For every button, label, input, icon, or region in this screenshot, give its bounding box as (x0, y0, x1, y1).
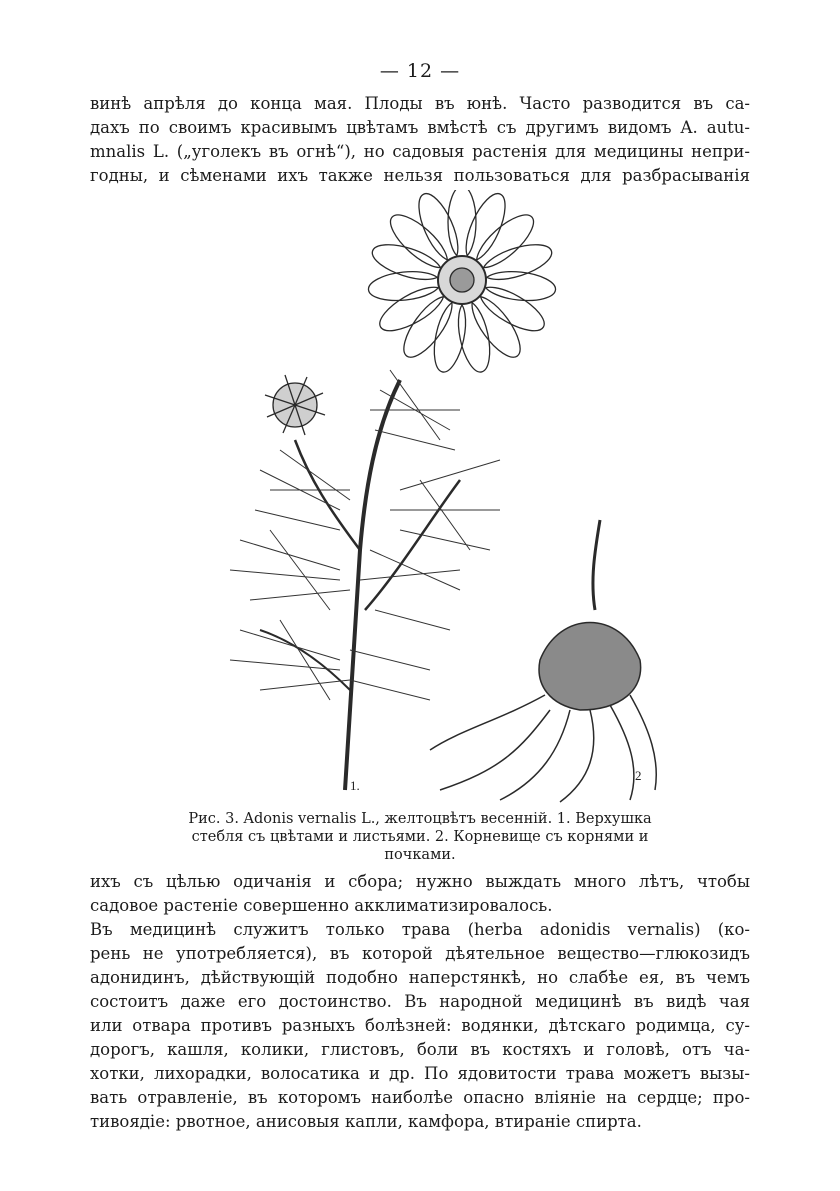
text-line: дорогъ, кашля, колики, глистовъ, боли въ костяхъ и головѣ, отъ ча- (90, 1040, 750, 1059)
figure-caption (150, 810, 690, 864)
leaf-clusters (230, 370, 500, 700)
bottom-paragraph (90, 870, 750, 1134)
flower-bud (265, 375, 325, 435)
figure-label-2: 2 (635, 768, 642, 783)
stem (345, 380, 400, 790)
text-line: хотки, лихорадки, волосатика и др. По ядовитости трава можетъ вызы- (90, 1064, 750, 1083)
caption-line: стебля съ цвѣтами и листьями. 2. Корневище съ корнями и (191, 829, 649, 845)
rhizome (430, 520, 656, 802)
text-line: ихъ съ цѣлью одичанія и сбора; нужно выждать много лѣтъ, чтобы (90, 872, 750, 891)
adonis-vernalis-drawing (200, 190, 660, 805)
text-line: садовое растеніе совершенно акклиматизировалось. (90, 896, 553, 915)
top-paragraph (90, 92, 750, 188)
text-line: адонидинъ, дѣйствующій подобно наперстянкѣ, но слабѣе ея, въ чемъ (90, 968, 750, 987)
open-flower (367, 190, 557, 375)
text-line: или отвара противъ разныхъ болѣзней: водянки, дѣтскаго родимца, су- (90, 1016, 750, 1035)
caption-line: почками. (384, 847, 456, 863)
text-line: рень не употребляется), въ которой дѣятельное вещество—глюкозидъ (90, 944, 750, 963)
text-line: дахъ по своимъ красивымъ цвѣтамъ вмѣстѣ съ другимъ видомъ A. autu- (90, 118, 750, 137)
text-line: mnalis L. („уголекъ въ огнѣ“), но садовыя растенія для медицины непри- (90, 142, 750, 161)
text-line: вать отравленіе, въ которомъ наиболѣе опасно вліяніе на сердце; про- (90, 1088, 750, 1107)
botanical-illustration (200, 190, 660, 805)
side-stem (365, 480, 460, 610)
text-line: тивоядіе: рвотное, анисовыя капли, камфора, втираніе спирта. (90, 1112, 642, 1131)
page-number: — 12 — (379, 60, 461, 82)
side-stem (295, 440, 360, 550)
text-line: годны, и сѣменами ихъ также нельзя пользоваться для разбрасыванія (90, 166, 750, 185)
figure-label-1: 1. (350, 778, 360, 793)
caption-line: Рис. 3. Adonis vernalis L., желтоцвѣтъ весенній. 1. Верхушка (188, 811, 652, 827)
text-line: состоитъ даже его достоинство. Въ народной медицинѣ въ видѣ чая (90, 992, 750, 1011)
text-line: Въ медицинѣ служитъ только трава (herba adonidis vernalis) (ко- (90, 920, 750, 939)
text-line: винѣ апрѣля до конца мая. Плоды въ юнѣ. Часто разводится въ са- (90, 94, 750, 113)
